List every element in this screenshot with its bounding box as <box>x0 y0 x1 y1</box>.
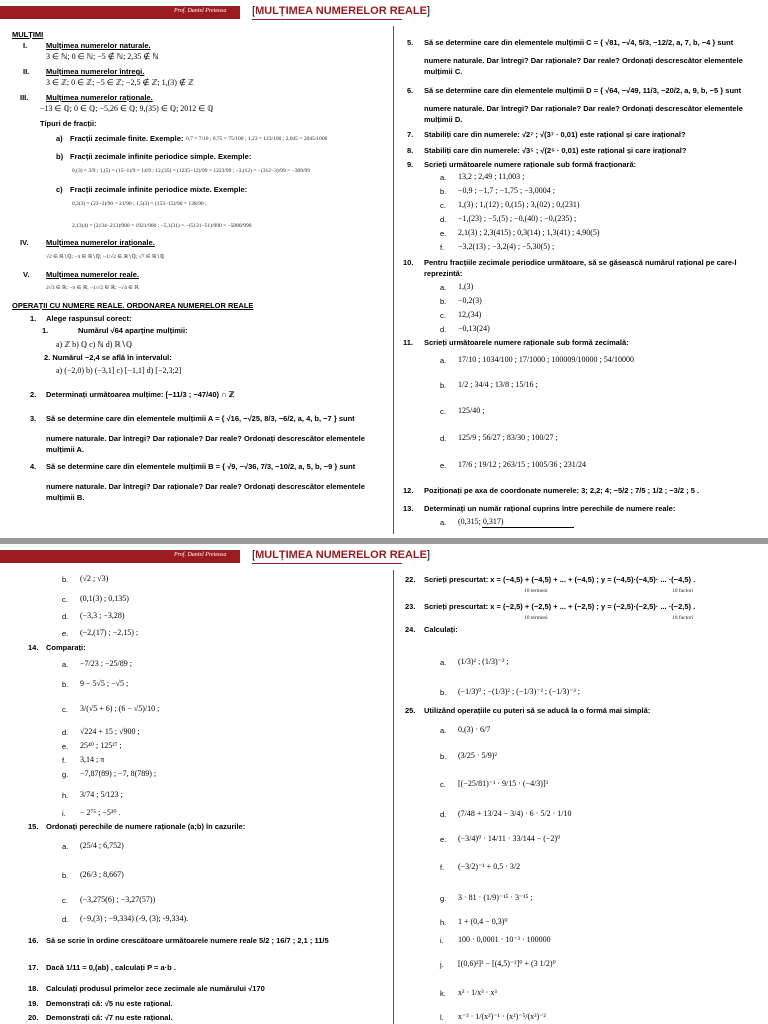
text-line: i. <box>440 936 444 945</box>
text-line: −3,2(13) ; −3,2(4) ; −5,30(5) ; <box>458 242 555 251</box>
text-line: h. <box>62 791 69 800</box>
header-author: Prof. Daniel Preteasa <box>174 8 227 14</box>
text-line: 2,13(4) = (2134−213)/900 = 1921/900 ; −5,1(31) = −(5131−51)/990 = −5080/990 <box>72 223 252 229</box>
text-line: 25⁴⁰ ; 125²⁷ ; <box>80 741 122 750</box>
text-line: (−3/2)⁻¹ + 0,5 · 3/2 <box>458 862 521 871</box>
text-line: (−2,(17) ; −2,15) ; <box>80 628 139 637</box>
text-line: numere naturale. Dar întregi? Dar raționale? Dar reale? Ordonați descrescător elementele <box>424 56 743 65</box>
text-line: d. <box>440 215 447 224</box>
text-line: mulțimii D. <box>424 115 463 124</box>
text-line: c. <box>62 705 68 714</box>
header-title: [MULȚIMEA NUMERELOR REALE] <box>252 5 431 17</box>
text-line: 1. <box>42 326 49 335</box>
text-line: b) <box>56 152 64 161</box>
text-line: (−3,3 ; −3,28) <box>80 611 125 620</box>
text-line: Calculați: <box>424 625 458 634</box>
text-line: Stabiliți care din numerele: √2⁷ ; √(3⁷ · 0,01) este rațional și care irațional? <box>424 130 686 139</box>
header-author: Prof. Daniel Preteasa <box>174 552 227 558</box>
text-line: 1. <box>30 314 37 323</box>
text-line: Scrieți următoarele numere raționale sub formă fracționară: <box>424 160 637 169</box>
text-line: I. <box>23 41 28 50</box>
text-line: 3 · 81 · (1/9)⁻¹⁵ · 3⁻¹⁵ ; <box>458 893 533 902</box>
text-line: [(0,6)²]³ − [(4,5)⁻²]⁰ + (3 1/2)⁰ <box>458 959 556 968</box>
text-line: V. <box>23 270 30 279</box>
column-divider <box>393 570 394 1024</box>
text-line: mulțimii A. <box>46 445 85 454</box>
text-line: k. <box>440 989 446 998</box>
text-line: a. <box>62 842 69 851</box>
text-line: b. <box>440 381 447 390</box>
text-line: Demonstrați că: √5 nu este rațional. <box>46 999 173 1008</box>
text-line: (1/3)² ; (1/3)⁻² ; <box>458 657 509 666</box>
text-line: 10 factori <box>672 588 694 594</box>
text-line: b. <box>440 187 447 196</box>
text-line: b. <box>440 752 447 761</box>
text-line: numere naturale. Dar întregi? Dar raționale? Dar reale? Ordonați descrescător elementele <box>46 434 365 443</box>
text-line: Calculați produsul primelor zece zecimale ale numărului √170 <box>46 984 265 993</box>
text-line: mulțimii B. <box>46 493 85 502</box>
text-line: Scrieți următoarele numere raționale sub formă zecimală: <box>424 338 629 347</box>
text-line: Utilizând operațiile cu puteri să se aducă la o formă mai simplă: <box>424 706 651 715</box>
text-line: −0,2(3) <box>458 296 482 305</box>
text-line: −13 ∈ ℚ; 0 ∈ ℚ; −5,26 ∈ ℚ; 9,(35) ∈ ℚ; 2012 ∈ ℚ <box>40 104 214 113</box>
text-line: 5. <box>407 38 414 47</box>
header-title: [MULȚIMEA NUMERELOR REALE] <box>252 549 431 561</box>
text-line: 9. <box>407 160 414 169</box>
text-line: 4. <box>30 462 37 471</box>
text-line: a. <box>440 283 447 292</box>
text-line: (√2 ; √3) <box>80 574 109 583</box>
text-line: b. <box>62 575 69 584</box>
text-line: III. <box>20 93 29 102</box>
text-line: OPERAȚII CU NUMERE REALE. ORDONAREA NUMERELOR REALE <box>12 301 254 310</box>
text-line: 9 − 5√5 ; −√5 ; <box>80 679 129 688</box>
text-line: d. <box>440 434 447 443</box>
text-line: Determinați un număr rațional cuprins între perechile de numere reale: <box>424 504 676 513</box>
text-line: numere naturale. Dar întregi? Dar raționale? Dar reale? Ordonați descrescător elementele <box>424 104 743 113</box>
text-line: 22. <box>405 575 416 584</box>
text-line: 1,(3) ; 1,(12) ; 0,(15) ; 3,(02) ; 0,(231) <box>458 200 580 209</box>
text-line: 3/(√5 + 6) ; (6 − √5)/10 ; <box>80 704 160 713</box>
text-line: 1 + (0,4 − 0,3)⁰ <box>458 917 508 926</box>
text-line: 15. <box>28 822 39 831</box>
text-line: 24. <box>405 625 416 634</box>
text-line: e. <box>62 629 69 638</box>
text-line: e. <box>440 461 447 470</box>
text-line: 3 ∈ ℤ; 0 ∈ ℤ; −5 ∈ ℤ; −2,5 ∉ ℤ; 1,(3) ∉ ℤ <box>46 78 194 87</box>
text-line: (−1/3)⁰ ; −(1/3)² ; (−1/3)⁻² ; (−1/3)⁻³ ; <box>458 687 580 696</box>
text-line: 13. <box>403 504 414 513</box>
text-line: Mulțimea numerelor iraționale. <box>46 238 155 247</box>
page-2 <box>0 544 768 1024</box>
text-line: e. <box>62 742 69 751</box>
text-line: Stabiliți care din numerele: √3⁵ ; √(2⁵ · 0,01) este rațional și care irațional? <box>424 146 687 155</box>
text-line: 2. <box>30 390 37 399</box>
text-line: 17/10 ; 1034/100 ; 17/1000 ; 100009/10000 ; 54/10000 <box>458 355 635 364</box>
text-line: c) <box>56 185 63 194</box>
text-line: Determinați următoarea mulțime: [−11/3 ; −47/40) ∩ ℤ <box>46 390 235 399</box>
text-line: Dacă 1/11 = 0,(ab) , calculați P = a·b . <box>46 963 176 972</box>
text-line: f. <box>440 863 445 872</box>
text-line: d. <box>440 325 447 334</box>
text-line: a. <box>440 658 447 667</box>
text-line: −7/23 ; −25/89 ; <box>80 659 132 668</box>
text-line: −7,87(89) ; −7, 8(789) ; <box>80 769 157 778</box>
header-underline <box>252 19 402 20</box>
text-line: 1,(3) <box>458 282 474 291</box>
text-line: 2√3 ∈ ℝ; −π ∈ ℝ; −1/√2 ∈ ℝ; −√4 ∈ ℝ <box>46 285 139 291</box>
text-line: Fracții zecimale finite. Exemple: <box>70 134 184 143</box>
text-line: 3/74 ; 5/123 ; <box>80 790 123 799</box>
text-line: 11. <box>403 338 414 347</box>
text-line: Demonstrați că: √7 nu este rațional. <box>46 1013 173 1022</box>
text-line: d. <box>440 810 447 819</box>
text-line: Să se determine care din elementele mulțimii D = { √64, −√49, 11/3, −20/2, a, 9, b, −5 } sunt <box>424 86 742 95</box>
text-line: x⁻³ · 1/(x²)⁻¹ · (x²)⁻⁵/(x³)⁻² <box>458 1012 546 1021</box>
text-line: Fracții zecimale infinite periodice simple. Exemple: <box>70 152 252 161</box>
text-line: c. <box>62 595 68 604</box>
header-underline <box>252 563 402 564</box>
text-line: 1/2 ; 34/4 ; 13/8 ; 15/16 ; <box>458 380 538 389</box>
text-line: 20. <box>28 1013 39 1022</box>
text-line: (0,1(3) ; 0,135) <box>80 594 129 603</box>
text-line: 2. Numărul −2,4 se află în intervalul: <box>44 353 172 362</box>
text-line: MULȚIMI <box>12 30 44 39</box>
text-line: c. <box>62 896 68 905</box>
text-line: 18. <box>28 984 39 993</box>
text-line: Să se determine care din elementele mulțimii C = { √81, −√4, 5/3, −12/2, a, 7, b, −4 } sunt <box>424 38 734 47</box>
text-line: d. <box>62 728 69 737</box>
text-line: 23. <box>405 602 416 611</box>
rule <box>482 527 574 528</box>
text-line: Mulțimea numerelor întregi. <box>46 67 145 76</box>
text-line: 10. <box>403 258 414 267</box>
text-line: 0,(3) = 3/9 ; 1,(5) = (15−1)/9 = 14/9 ; 12,(35) = (1235−12)/99 = 1223/99 ; −3,(12) = −(312−3)/99 = −309/99 <box>72 168 310 174</box>
text-line: a. <box>440 356 447 365</box>
text-line: 17/6 ; 19/12 ; 263/15 ; 1005/36 ; 231/24 <box>458 460 587 469</box>
text-line: 17. <box>28 963 39 972</box>
text-line: e. <box>440 835 447 844</box>
text-line: − 2⁷⁵ ; −5³⁰ . <box>80 808 121 817</box>
text-line: 8. <box>407 146 414 155</box>
text-line: Ordonați perechile de numere raționale (a;b) în cazurile: <box>46 822 246 831</box>
text-line: −1,(23) ; −5,(5) ; −0,(40) ; −0,(235) ; <box>458 214 577 223</box>
text-line: mulțimii C. <box>424 67 463 76</box>
text-line: f. <box>440 243 445 252</box>
text-line: a) ℤ b) ℚ c) ℕ d) ℝ∖ℚ <box>56 340 133 349</box>
text-line: Poziționați pe axa de coordonate numerele: 3; 2,2; 4; −5/2 ; 7/5 ; 1/2 ; −3/2 ; 5 . <box>424 486 700 495</box>
text-line: (0,315; 0,317) <box>458 517 504 526</box>
text-line: 6. <box>407 86 414 95</box>
text-line: 2,1(3) ; 2,3(415) ; 0,3(14) ; 1,3(41) ; 4,90(5) <box>458 228 600 237</box>
text-line: x² · 1/x³ · x³ <box>458 988 497 997</box>
text-line: IV. <box>20 238 29 247</box>
text-line: Tipuri de fracții: <box>40 119 97 128</box>
text-line: Mulțimea numerelor naturale. <box>46 41 151 50</box>
text-line: 19. <box>28 999 39 1008</box>
text-line: d. <box>62 612 69 621</box>
text-line: Scrieți prescurtat: x = (−2,5) + (−2,5) + ... + (−2,5) ; y = (−2,5)·(−2,5)· ... ·(−2,5) . <box>424 602 696 611</box>
text-line: c. <box>440 311 446 320</box>
text-line: (−9,(3) ; −9,334) (-9, (3); -9,334). <box>80 914 189 923</box>
column-divider <box>393 26 394 534</box>
text-line: 12,(34) <box>458 310 482 319</box>
text-line: 100 · 0,0001 · 10⁻³ · 100000 <box>458 935 551 944</box>
text-line: Alege raspunsul corect: <box>46 314 132 323</box>
text-line: 13,2 ; 2,49 ; 11,003 ; <box>458 172 525 181</box>
text-line: j. <box>440 960 444 969</box>
text-line: Pentru fracțiile zecimale periodice următoare, să se găsească numărul rațional pe care-l <box>424 258 737 267</box>
text-line: 125/40 ; <box>458 406 485 415</box>
text-line: (−3/4)⁰ · 14/11 · 33/144 − (−2)⁰ <box>458 834 561 843</box>
text-line: 125/9 ; 56/27 ; 83/30 ; 100/27 ; <box>458 433 558 442</box>
text-line: numere naturale. Dar întregi? Dar raționale? Dar reale? Ordonați descrescător elementele <box>46 482 365 491</box>
text-line: h. <box>440 918 447 927</box>
text-line: Mulțimea numerelor raționale. <box>46 93 153 102</box>
text-line: (26/3 ; 8,667) <box>80 870 124 879</box>
text-line: 10 factori <box>672 615 694 621</box>
text-line: b. <box>62 871 69 880</box>
text-line: −0,13(24) <box>458 324 490 333</box>
text-line: Mulțimea numerelor reale. <box>46 270 139 279</box>
text-line: d. <box>62 915 69 924</box>
text-line: (7/48 + 13/24 − 3/4) · 6 · 5/2 · 1/10 <box>458 809 572 818</box>
text-line: b. <box>440 688 447 697</box>
text-line: g. <box>440 894 447 903</box>
text-line: Să se scrie în ordine crescătoare următoarele numere reale 5/2 ; 16/7 ; 2,1 ; 11/5 <box>46 936 329 945</box>
text-line: 3. <box>30 414 37 423</box>
text-line: Să se determine care din elementele mulțimii B = { √9, −√36, 7/3, −10/2, a, 5, b, −9 } sunt <box>46 462 356 471</box>
text-line: 12. <box>403 486 414 495</box>
text-line: b. <box>440 297 447 306</box>
text-line: a) <box>56 134 63 143</box>
text-line: −0,9 ; −1,7 ; −1,75 ; −3,0004 ; <box>458 186 555 195</box>
text-line: (3/25 · 5/9)² <box>458 751 497 760</box>
text-line: g. <box>62 770 69 779</box>
text-line: II. <box>23 67 30 76</box>
text-line: (−3,275(6) ; −3,27(57)) <box>80 895 156 904</box>
text-line: a. <box>62 660 69 669</box>
text-line: 16. <box>28 936 39 945</box>
text-line: 10 termeni <box>524 615 548 621</box>
text-line: a) (−2,0) b) (−3,1] c) [−1,1] d) [−2,3;2] <box>56 366 182 375</box>
text-line: c. <box>440 201 446 210</box>
text-line: i. <box>62 809 66 818</box>
text-line: 14. <box>28 643 39 652</box>
text-line: 3 ∈ ℕ; 0 ∈ ℕ; −5 ∉ ℕ; 2,35 ∉ ℕ <box>46 52 159 61</box>
text-line: a. <box>440 518 447 527</box>
text-line: 0,(3) · 6/7 <box>458 725 491 734</box>
text-line: 10 termeni <box>524 588 548 594</box>
text-line: l. <box>440 1013 444 1022</box>
text-line: 0,2(3) = (23−2)/90 = 21/90 ; 1,5(3) = (153−15)/90 = 138/90 ; <box>72 201 207 207</box>
text-line: e. <box>440 229 447 238</box>
text-line: 7. <box>407 130 414 139</box>
text-line: c. <box>440 407 446 416</box>
text-line: b. <box>62 680 69 689</box>
text-line: [(−25/81)⁻¹ · 9/15 · (−4/3)]³ <box>458 779 549 788</box>
text-line: Scrieți prescurtat: x = (−4,5) + (−4,5) + ... + (−4,5) ; y = (−4,5)·(−4,5)· ... ·(−4,5) . <box>424 575 696 584</box>
text-line: reprezintă: <box>424 269 463 278</box>
text-line: 3,14 ; π <box>80 755 105 764</box>
text-line: a. <box>440 726 447 735</box>
text-line: Comparați: <box>46 643 86 652</box>
text-line: Numărul √64 aparține mulțimii: <box>78 326 188 335</box>
text-line: 25. <box>405 706 416 715</box>
text-line: 0,7 = 7/10 ; 0,75 = 75/100 ; 1,23 = 123/100 ; 2,045 = 2045/1000 <box>186 136 328 142</box>
text-line: (25/4 ; 6,752) <box>80 841 124 850</box>
text-line: √224 + 15 ; √900 ; <box>80 727 140 736</box>
text-line: f. <box>62 756 67 765</box>
text-line: √2 ∈ ℝ∖ℚ; −π ∈ ℝ∖ℚ; −1/√2 ∈ ℝ∖ℚ; √7 ∈ ℝ∖ℚ <box>46 254 165 260</box>
text-line: c. <box>440 780 446 789</box>
text-line: Să se determine care din elementele mulțimii A = { √16, −√25, 8/3, −6/2, a, 4, b, −7 } sunt <box>46 414 355 423</box>
text-line: Fracții zecimale infinite periodice mixte. Exemple: <box>70 185 248 194</box>
text-line: a. <box>440 173 447 182</box>
